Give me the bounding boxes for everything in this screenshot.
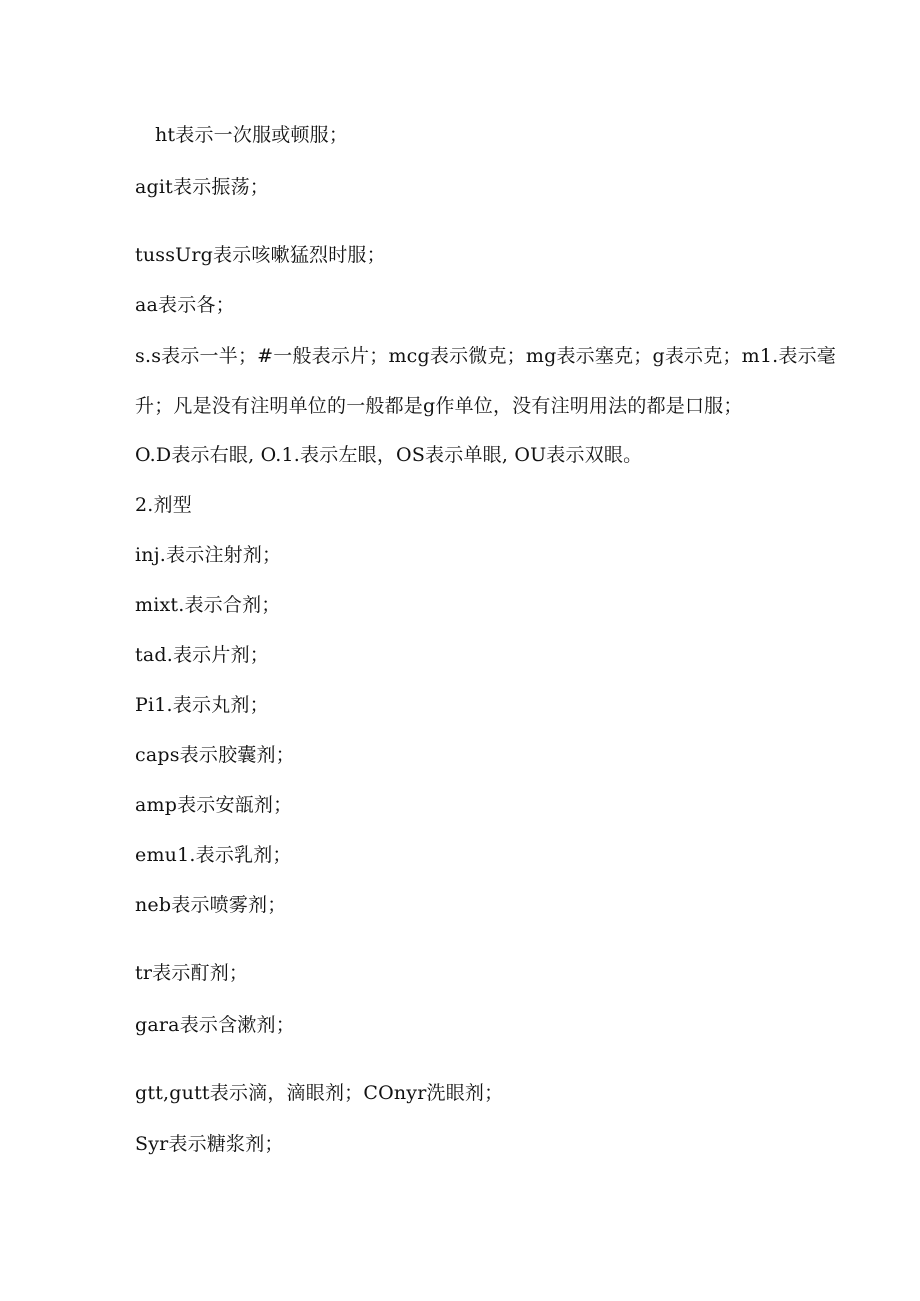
text-line: tr表示酊剂； [135,962,249,984]
text-line: gara表示含漱剂； [135,1014,295,1036]
text-line: mixt.表示合剂； [135,594,281,616]
text-line: aa表示各； [135,294,235,316]
text-line: tussUrg表示咳嗽猛烈时服； [135,244,386,266]
text-line: 升；凡是没有注明单位的一般都是g作单位，没有注明用法的都是口服； [135,395,743,417]
text-line: neb表示喷雾剂； [135,894,287,916]
text-line: gtt,gutt表示滴，滴眼剂；COnyr洗眼剂； [135,1082,504,1104]
text-line: inj.表示注射剂； [135,544,282,566]
text-line: agit表示振荡； [135,176,270,198]
text-line: amp表示安瓿剂； [135,794,293,816]
section-heading: 2.剂型 [135,494,192,516]
text-line: Pi1.表示丸剂； [135,694,269,716]
text-line: Syr表示糖浆剂； [135,1133,284,1155]
text-line: s.s表示一半；#一般表示片；mcg表示微克；mg表示塞克；g表示克；m1.表示毫 [135,345,836,367]
text-line: O.D表示右眼, O.1.表示左眼，OS表示单眼, OU表示双眼。 [135,444,643,466]
text-line: tad.表示片剂； [135,644,269,666]
text-line: ht表示一次服或顿服； [155,124,349,146]
text-line: caps表示胶囊剂； [135,744,295,766]
text-line: emu1.表示乳剂； [135,844,292,866]
